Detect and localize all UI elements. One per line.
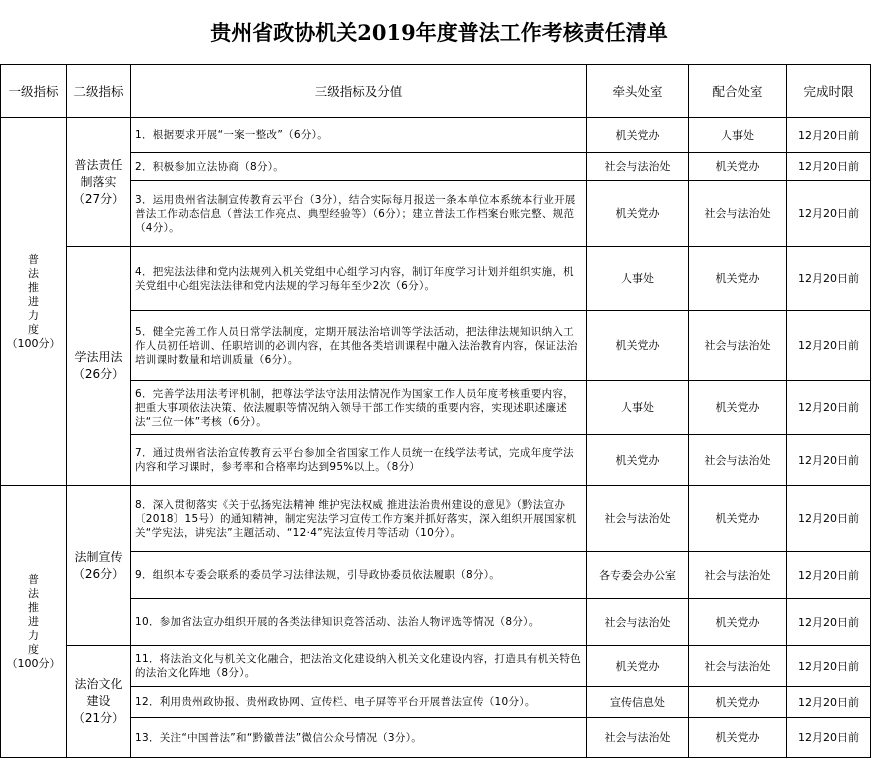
header-lead: 牵头处室 [587, 65, 689, 118]
assist-cell: 社会与法治处 [689, 311, 787, 381]
table-row [1, 552, 871, 599]
lead-cell: 各专委会办公室 [587, 552, 689, 599]
assist-cell: 机关党办 [689, 687, 787, 718]
level2-score: （26分） [72, 367, 125, 381]
item-text: 10．参加省法宣办组织开展的各类法律知识竞答活动、法治人物评选等情况（8分）。 [131, 599, 587, 646]
deadline-cell: 12月20日前 [787, 687, 871, 718]
deadline-cell: 12月20日前 [787, 718, 871, 758]
table-row [1, 153, 871, 181]
item-text: 1．根据要求开展“一案一整改”（6分）。 [131, 118, 587, 153]
lead-cell: 宣传信息处 [587, 687, 689, 718]
item-text: 3．运用贵州省法制宣传教育云平台（3分），结合实际每月报送一条本单位本系统本行业开展普法工作动态信息（普法工作亮点、典型经验等）（6分）；建立普法工作档案台账完整、规范（4分）。 [131, 181, 587, 247]
level2-name: 法治文化建设 [74, 677, 123, 708]
lead-cell: 社会与法治处 [587, 153, 689, 181]
level2-name: 法制宣传 [74, 549, 123, 564]
table-row [1, 247, 871, 311]
lead-cell: 机关党办 [587, 181, 689, 247]
assist-cell: 机关党办 [689, 718, 787, 758]
table-row [1, 599, 871, 646]
lead-cell: 人事处 [587, 247, 689, 311]
assist-cell: 机关党办 [689, 599, 787, 646]
level1-name: 普法推进力度 [28, 572, 39, 656]
lead-cell: 社会与法治处 [587, 486, 689, 552]
assist-cell: 机关党办 [689, 247, 787, 311]
deadline-cell: 12月20日前 [787, 646, 871, 687]
deadline-cell: 12月20日前 [787, 435, 871, 486]
item-text: 5．健全完善工作人员日常学法制度，定期开展法治培训等学法活动，把法律法规知识纳入工作人员初任培训、任职培训的必训内容，在其他各类培训课程中融入法治教育内容，保证法治培训课时数量和培训质量（6分）。 [131, 311, 587, 381]
item-text: 7．通过贵州省法治宣传教育云平台参加全省国家工作人员统一在线学法考试，完成年度学法内容和学习课时，参考率和合格率均达到95%以上。（8分） [131, 435, 587, 486]
item-text: 8．深入贯彻落实《关于弘扬宪法精神 维护宪法权威 推进法治贵州建设的意见》（黔法宣办〔2018〕15号）的通知精神，制定宪法学习宣传工作方案并抓好落实，深入组织开展国家机关“学宪法，讲宪法”主题活动、“12·4”宪法宣传月等活动（10分）。 [131, 486, 587, 552]
header-deadline: 完成时限 [787, 65, 871, 118]
deadline-cell: 12月20日前 [787, 599, 871, 646]
deadline-cell: 12月20日前 [787, 181, 871, 247]
level1-name: 普法推进力度 [28, 252, 39, 336]
item-text: 9．组织本专委会联系的委员学习法律法规，引导政协委员依法履职（8分）。 [131, 552, 587, 599]
assist-cell: 机关党办 [689, 381, 787, 435]
lead-cell: 社会与法治处 [587, 599, 689, 646]
responsibility-table [0, 64, 871, 758]
table-row [1, 486, 871, 552]
deadline-cell: 12月20日前 [787, 381, 871, 435]
deadline-cell: 12月20日前 [787, 118, 871, 153]
header-row [1, 65, 871, 118]
lead-cell: 人事处 [587, 381, 689, 435]
deadline-cell: 12月20日前 [787, 247, 871, 311]
header-level3: 三级指标及分值 [131, 65, 587, 118]
assist-cell: 人事处 [689, 118, 787, 153]
deadline-cell: 12月20日前 [787, 486, 871, 552]
level2-cell [67, 486, 131, 646]
assist-cell: 社会与法治处 [689, 646, 787, 687]
lead-cell: 社会与法治处 [587, 718, 689, 758]
header-level1: 一级指标 [1, 65, 67, 118]
level1-score: （100分） [6, 656, 61, 670]
lead-cell: 机关党办 [587, 435, 689, 486]
level2-name: 学法用法 [74, 350, 123, 364]
level1-score: （100分） [6, 336, 61, 350]
level2-cell [67, 646, 131, 758]
table-row [1, 718, 871, 758]
lead-cell: 机关党办 [587, 646, 689, 687]
assist-cell: 社会与法治处 [689, 435, 787, 486]
level2-cell [67, 247, 131, 486]
table-row [1, 181, 871, 247]
table-row [1, 687, 871, 718]
level2-cell [67, 118, 131, 247]
lead-cell: 机关党办 [587, 118, 689, 153]
level1-cell [1, 486, 67, 758]
item-text: 11．将法治文化与机关文化融合，把法治文化建设纳入机关文化建设内容，打造具有机关特色的法治文化阵地（8分）。 [131, 646, 587, 687]
level1-cell [1, 118, 67, 486]
level2-name: 普法责任制落实 [74, 157, 123, 189]
level2-score: （21分） [72, 711, 125, 725]
assist-cell: 社会与法治处 [689, 552, 787, 599]
item-text: 4．把宪法法律和党内法规列入机关党组中心组学习内容，制订年度学习计划并组织实施，机关党组中心组宪法法律和党内法规的学习每年至少2次（6分）。 [131, 247, 587, 311]
header-level2: 二级指标 [67, 65, 131, 118]
table-row [1, 311, 871, 381]
table-row [1, 646, 871, 687]
deadline-cell: 12月20日前 [787, 311, 871, 381]
table-row [1, 381, 871, 435]
table-row [1, 435, 871, 486]
level2-score: （27分） [72, 191, 125, 206]
table-row [1, 118, 871, 153]
item-text: 13．关注“中国普法”和“黔徽普法”微信公众号情况（3分）。 [131, 718, 587, 758]
assist-cell: 机关党办 [689, 153, 787, 181]
deadline-cell: 12月20日前 [787, 153, 871, 181]
assist-cell: 机关党办 [689, 486, 787, 552]
item-text: 2．积极参加立法协商（8分）。 [131, 153, 587, 181]
item-text: 12．利用贵州政协报、贵州政协网、宣传栏、电子屏等平台开展普法宣传（10分）。 [131, 687, 587, 718]
lead-cell: 机关党办 [587, 311, 689, 381]
header-assist: 配合处室 [689, 65, 787, 118]
page-title: 贵州省政协机关2019年度普法工作考核责任清单 [210, 20, 668, 45]
deadline-cell: 12月20日前 [787, 552, 871, 599]
assist-cell: 社会与法治处 [689, 181, 787, 247]
item-text: 6．完善学法用法考评机制，把尊法学法守法用法情况作为国家工作人员年度考核重要内容，把重大事项依法决策、依法履职等情况纳入领导干部工作实绩的重要内容，实现述职述廉述法“三位一体”考核（6分）。 [131, 381, 587, 435]
level2-score: （26分） [72, 566, 125, 581]
